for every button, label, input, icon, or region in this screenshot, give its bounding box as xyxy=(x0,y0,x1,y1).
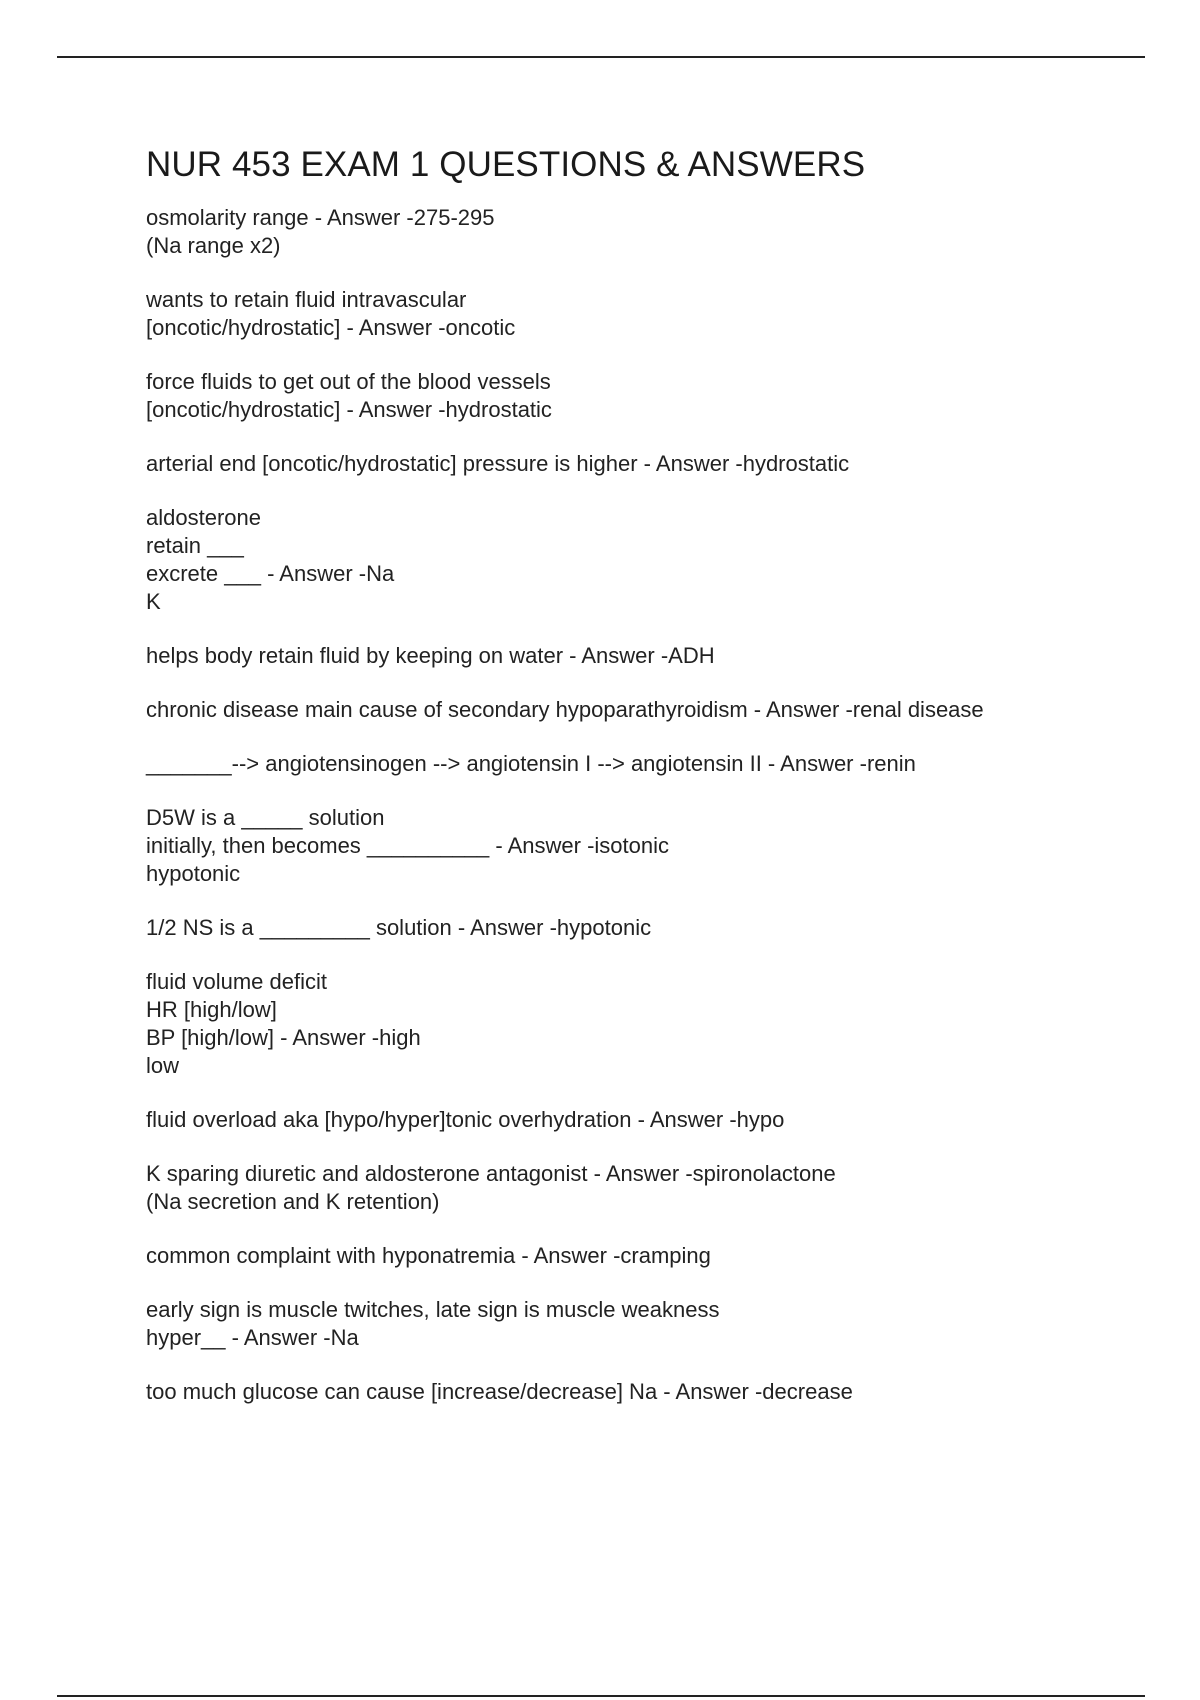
qa-entry: D5W is a _____ solution initially, then becomes __________ - Answer -isotonic hypotonic xyxy=(146,805,670,886)
qa-entry: fluid overload aka [hypo/hyper]tonic overhydration - Answer -hypo xyxy=(146,1107,785,1132)
qa-entry: K sparing diuretic and aldosterone antagonist - Answer -spironolactone (Na secretion and K retention) xyxy=(146,1161,836,1214)
qa-entry: force fluids to get out of the blood vessels [oncotic/hydrostatic] - Answer -hydrostatic xyxy=(146,369,552,422)
qa-entry: osmolarity range - Answer -275-295 (Na range x2) xyxy=(146,205,495,258)
qa-entry: wants to retain fluid intravascular [oncotic/hydrostatic] - Answer -oncotic xyxy=(146,287,516,340)
qa-entry: too much glucose can cause [increase/decrease] Na - Answer -decrease xyxy=(146,1379,853,1404)
qa-entry: _______--> angiotensinogen --> angiotensin I --> angiotensin II - Answer -renin xyxy=(146,751,916,776)
document-title: NUR 453 EXAM 1 QUESTIONS & ANSWERS xyxy=(146,145,866,184)
qa-entry: common complaint with hyponatremia - Answer -cramping xyxy=(146,1243,711,1268)
qa-entry: early sign is muscle twitches, late sign is muscle weakness hyper__ - Answer -Na xyxy=(146,1297,720,1350)
qa-entry: 1/2 NS is a _________ solution - Answer -hypotonic xyxy=(146,915,652,940)
qa-entry: chronic disease main cause of secondary hypoparathyroidism - Answer -renal disease xyxy=(146,697,984,722)
qa-list xyxy=(146,204,1146,1406)
bottom-rule xyxy=(57,1695,1145,1697)
qa-entry: arterial end [oncotic/hydrostatic] pressure is higher - Answer -hydrostatic xyxy=(146,451,850,476)
qa-entry: helps body retain fluid by keeping on water - Answer -ADH xyxy=(146,643,715,668)
top-rule xyxy=(57,56,1145,58)
qa-entry: aldosterone retain ___ excrete ___ - Answer -Na K xyxy=(146,505,395,614)
document-content xyxy=(146,144,1146,1432)
qa-entry: fluid volume deficit HR [high/low] BP [high/low] - Answer -high low xyxy=(146,969,421,1078)
